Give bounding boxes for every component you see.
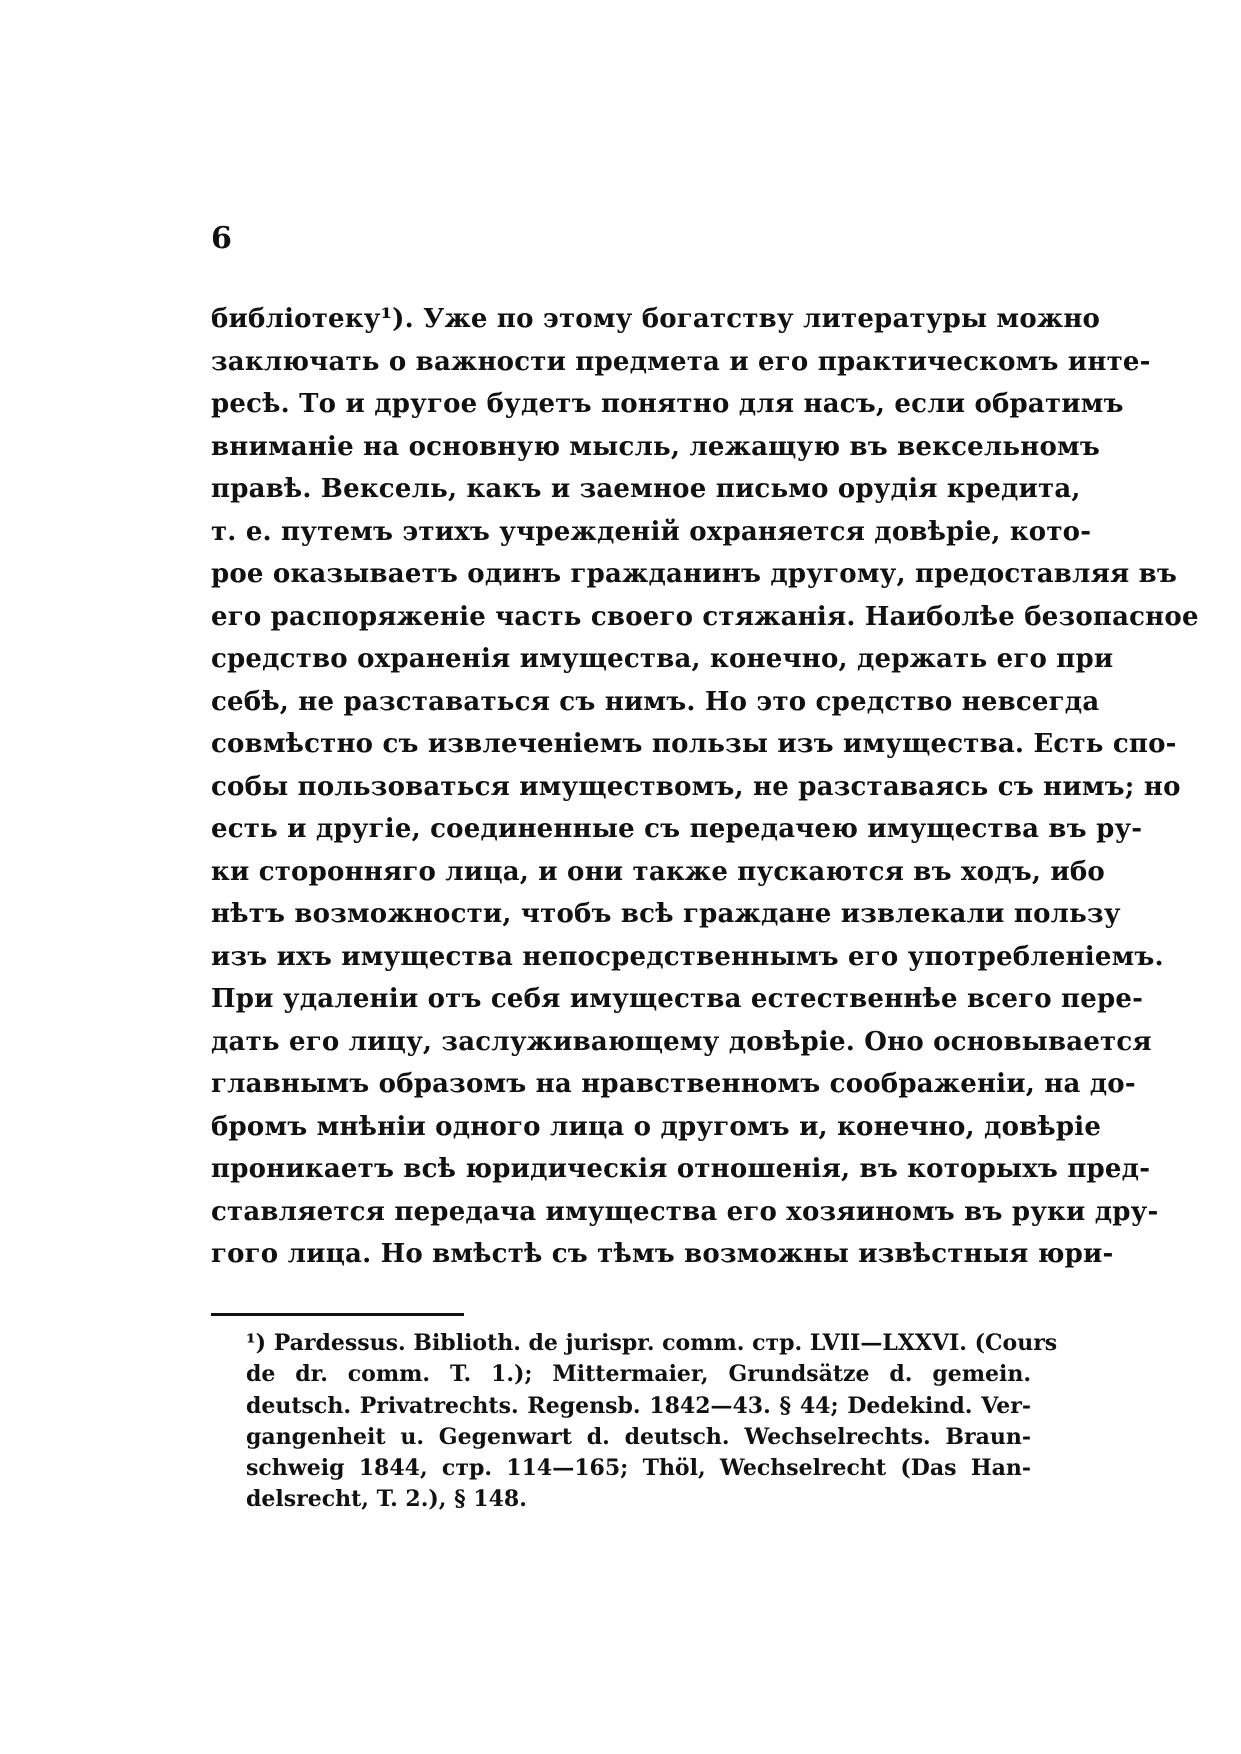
body-line: средство охраненія имущества, конечно, держать его при (211, 644, 1114, 674)
body-line: ресѣ. То и другое будетъ понятно для насъ, если обратимъ (211, 389, 1124, 419)
body-line: ки сторонняго лица, и они также пускаются въ ходъ, ибо (211, 856, 1105, 887)
body-line: собы пользоваться имуществомъ, не разставаясь съ нимъ; но (211, 771, 1181, 802)
body-line: совмѣстно съ извлеченіемъ пользы изъ имущества. Есть спо- (211, 729, 1177, 759)
body-line: т. е. путемъ этихъ учрежденій охраняется довѣріе, кото- (211, 516, 1092, 547)
body-line: себѣ, не разставаться съ нимъ. Но это средство невсегда (211, 686, 1100, 717)
footnote-separator (211, 1313, 464, 1316)
body-line: библіотеку¹). Уже по этому богатству литературы можно (211, 304, 1101, 334)
footnote-line: de dr. comm. T. 1.); Mittermaier, Grundsätze d. gemein. (246, 1361, 1031, 1388)
footnote-line: deutsch. Privatrechts. Regensb. 1842—43. § 44; Dedekind. Ver- (246, 1392, 1031, 1419)
body-line: При удаленіи отъ себя имущества естественнѣе всего пере- (211, 984, 1144, 1014)
body-line: изъ ихъ имущества непосредственнымъ его употребленіемъ. (211, 941, 1164, 972)
footnote-line: schweig 1844, стр. 114—165; Thöl, Wechselrecht (Das Han- (246, 1455, 1031, 1482)
body-line: есть и другіе, соединенные съ передачею имущества въ ру- (211, 814, 1143, 844)
body-line: гого лица. Но вмѣстѣ съ тѣмъ возможны извѣстныя юри- (211, 1239, 1114, 1269)
main-text (211, 298, 1199, 1276)
body-line: проникаетъ всѣ юридическія отношенія, въ которыхъ пред- (211, 1154, 1151, 1184)
body-line: нѣтъ возможности, чтобъ всѣ граждане извлекали пользу (211, 899, 1121, 929)
body-line: вниманіе на основную мысль, лежащую въ вексельномъ (211, 431, 1100, 462)
body-line: дать его лицу, заслуживающему довѣріе. Оно основывается (211, 1026, 1152, 1057)
footnotes (246, 1328, 1058, 1516)
footnote-line: ¹) Pardessus. Biblioth. de jurispr. comm. стр. LVII—LXXVI. (Cours (246, 1330, 1058, 1356)
body-line: заключать о важности предмета и его практическомъ инте- (211, 346, 1151, 377)
page-number: 6 (211, 221, 232, 256)
body-line: ставляется передача имущества его хозяиномъ въ руки дру- (211, 1196, 1159, 1227)
body-line: рое оказываетъ одинъ гражданинъ другому, предоставляя въ (211, 559, 1178, 589)
body-line: его распоряженіе часть своего стяжанія. Наиболѣе безопасное (211, 601, 1199, 632)
body-line: бромъ мнѣніи одного лица о другомъ и, конечно, довѣріе (211, 1111, 1102, 1142)
body-line: главнымъ образомъ на нравственномъ соображеніи, на до- (211, 1069, 1136, 1099)
footnote-line: delsrecht, T. 2.), § 148. (246, 1486, 527, 1513)
body-line: правѣ. Вексель, какъ и заемное письмо орудія кредита, (211, 474, 1081, 504)
footnote-line: gangenheit u. Gegenwart d. deutsch. Wechselrechts. Braun- (246, 1423, 1031, 1450)
